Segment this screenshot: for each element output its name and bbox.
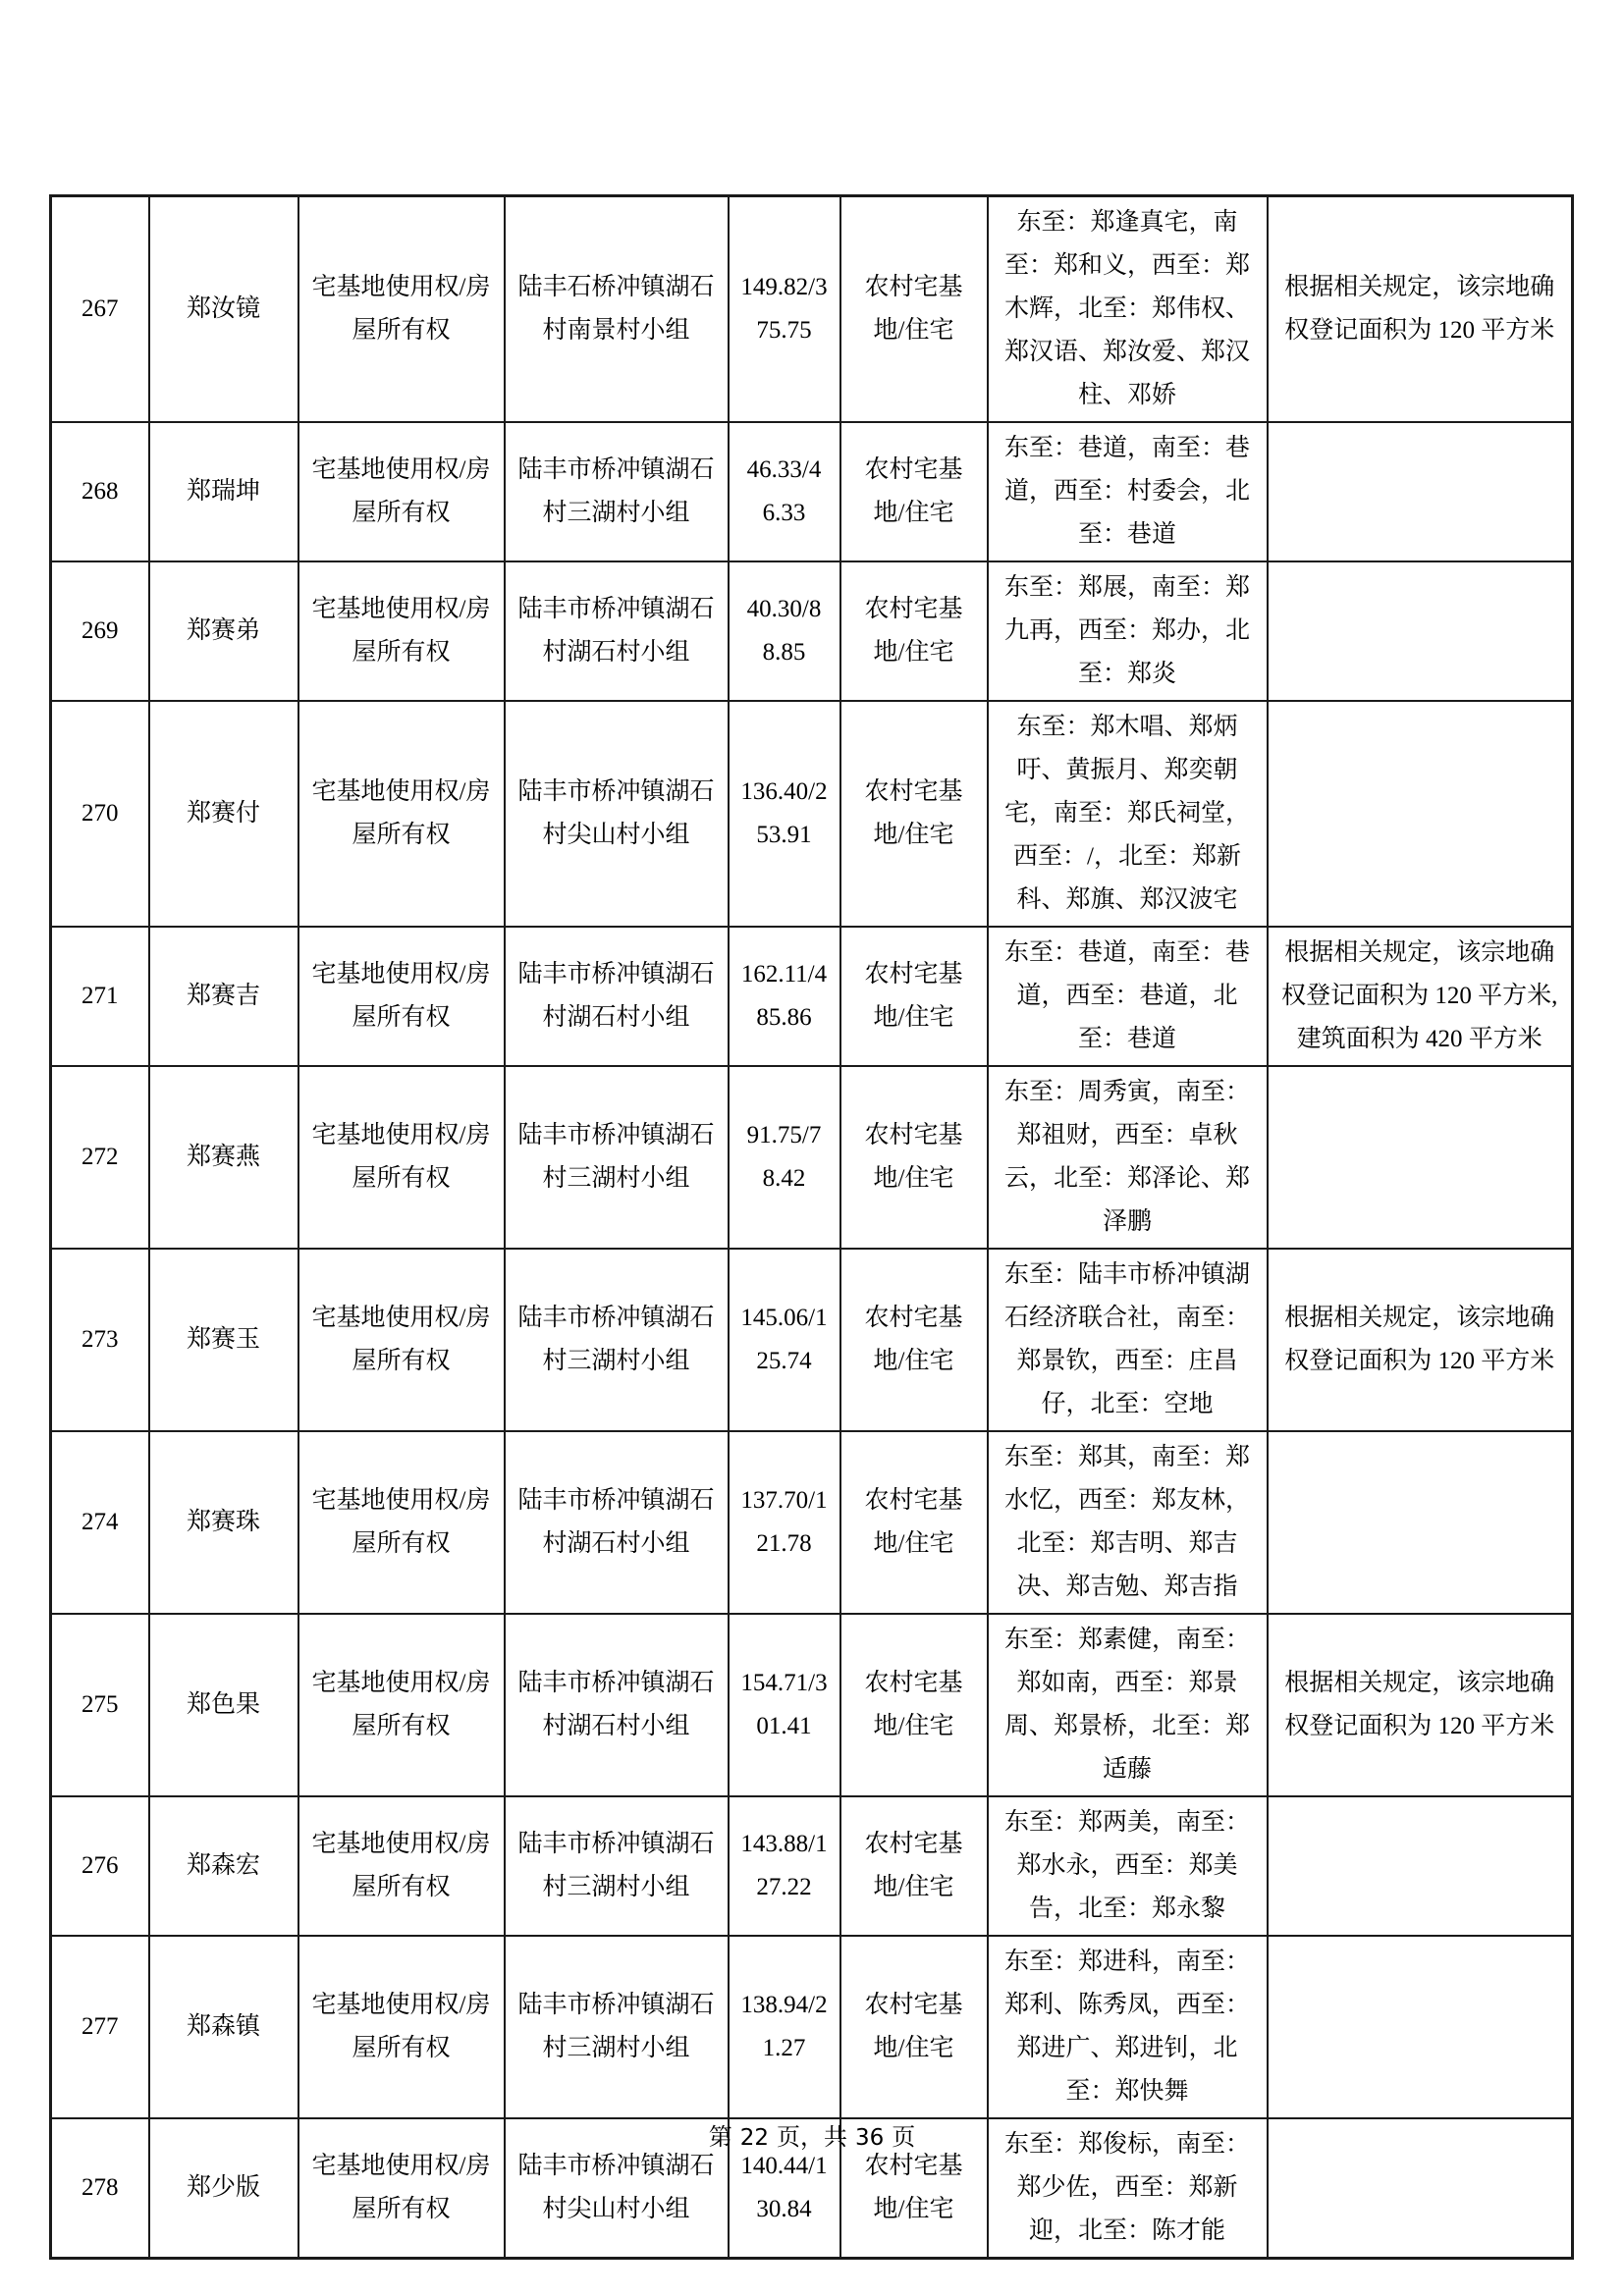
table-row: [51, 422, 1573, 561]
record-index-cell: 269: [51, 561, 149, 701]
boundaries-cell: 东至：郑木唱、郑炳吁、黄振月、郑奕朝宅，南至：郑氏祠堂，西至：/，北至：郑新科、郑旗、郑汉波宅: [988, 701, 1268, 927]
right-type-cell: 宅基地使用权/房屋所有权: [298, 196, 505, 423]
boundaries-cell: 东至：陆丰市桥冲镇湖石经济联合社，南至：郑景钦，西至：庄昌仔，北至：空地: [988, 1249, 1268, 1431]
land-use-cell: 农村宅基地/住宅: [840, 1796, 988, 1936]
note-cell: 根据相关规定，该宗地确权登记面积为 120 平方米,建筑面积为 420 平方米: [1268, 927, 1573, 1066]
land-use-cell: 农村宅基地/住宅: [840, 1614, 988, 1796]
location-cell: 陆丰市桥冲镇湖石村三湖村小组: [505, 422, 729, 561]
area-cell: 140.44/130.84: [729, 2118, 840, 2259]
note-cell: [1268, 701, 1573, 927]
page-indicator-mid: 页，共: [777, 2125, 847, 2151]
land-use-cell: 农村宅基地/住宅: [840, 701, 988, 927]
owner-name-cell: 郑森镇: [149, 1936, 298, 2118]
table-row: [51, 561, 1573, 701]
boundaries-cell: 东至：郑俊标，南至：郑少佐，西至：郑新迎，北至：陈才能: [988, 2118, 1268, 2259]
note-cell: [1268, 422, 1573, 561]
location-cell: 陆丰市桥冲镇湖石村尖山村小组: [505, 2118, 729, 2259]
area-cell: 137.70/121.78: [729, 1431, 840, 1614]
boundaries-cell: 东至：周秀寅，南至：郑祖财，西至：卓秋云，北至：郑泽论、郑泽鹏: [988, 1066, 1268, 1249]
right-type-cell: 宅基地使用权/房屋所有权: [298, 927, 505, 1066]
right-type-cell: 宅基地使用权/房屋所有权: [298, 1614, 505, 1796]
land-use-cell: 农村宅基地/住宅: [840, 2118, 988, 2259]
records-table-body: [51, 196, 1573, 2259]
record-index-cell: 271: [51, 927, 149, 1066]
owner-name-cell: 郑森宏: [149, 1796, 298, 1936]
right-type-cell: 宅基地使用权/房屋所有权: [298, 2118, 505, 2259]
owner-name-cell: 郑赛玉: [149, 1249, 298, 1431]
land-use-cell: 农村宅基地/住宅: [840, 1936, 988, 2118]
area-cell: 46.33/46.33: [729, 422, 840, 561]
land-use-cell: 农村宅基地/住宅: [840, 196, 988, 423]
note-cell: [1268, 1431, 1573, 1614]
right-type-cell: 宅基地使用权/房屋所有权: [298, 1066, 505, 1249]
page-indicator: [0, 2120, 1624, 2156]
location-cell: 陆丰市桥冲镇湖石村湖石村小组: [505, 927, 729, 1066]
table-row: [51, 1249, 1573, 1431]
owner-name-cell: 郑赛珠: [149, 1431, 298, 1614]
right-type-cell: 宅基地使用权/房屋所有权: [298, 422, 505, 561]
area-cell: 138.94/21.27: [729, 1936, 840, 2118]
right-type-cell: 宅基地使用权/房屋所有权: [298, 1936, 505, 2118]
location-cell: 陆丰市桥冲镇湖石村三湖村小组: [505, 1066, 729, 1249]
record-index-cell: 278: [51, 2118, 149, 2259]
owner-name-cell: 郑汝镜: [149, 196, 298, 423]
boundaries-cell: 东至：郑逢真宅，南至：郑和义，西至：郑木辉，北至：郑伟权、郑汉语、郑汝爱、郑汉柱、邓娇: [988, 196, 1268, 423]
record-index-cell: 268: [51, 422, 149, 561]
current-page-number: 22: [739, 2125, 769, 2151]
note-cell: 根据相关规定，该宗地确权登记面积为 120 平方米: [1268, 1249, 1573, 1431]
record-index-cell: 277: [51, 1936, 149, 2118]
right-type-cell: 宅基地使用权/房屋所有权: [298, 1249, 505, 1431]
right-type-cell: 宅基地使用权/房屋所有权: [298, 701, 505, 927]
boundaries-cell: 东至：郑进科，南至：郑利、陈秀凤，西至：郑进广、郑进钊，北至：郑快舞: [988, 1936, 1268, 2118]
record-index-cell: 272: [51, 1066, 149, 1249]
right-type-cell: 宅基地使用权/房屋所有权: [298, 1431, 505, 1614]
owner-name-cell: 郑赛弟: [149, 561, 298, 701]
land-rights-table: [49, 194, 1574, 2260]
total-page-number: 36: [855, 2125, 885, 2151]
record-index-cell: 273: [51, 1249, 149, 1431]
boundaries-cell: 东至：郑其，南至：郑水忆，西至：郑友林，北至：郑吉明、郑吉决、郑吉勉、郑吉指: [988, 1431, 1268, 1614]
land-use-cell: 农村宅基地/住宅: [840, 927, 988, 1066]
boundaries-cell: 东至：巷道，南至：巷道，西至：村委会，北至：巷道: [988, 422, 1268, 561]
area-cell: 136.40/253.91: [729, 701, 840, 927]
record-index-cell: 267: [51, 196, 149, 423]
note-cell: 根据相关规定，该宗地确权登记面积为 120 平方米: [1268, 196, 1573, 423]
table-row: [51, 1614, 1573, 1796]
area-cell: 91.75/78.42: [729, 1066, 840, 1249]
record-index-cell: 276: [51, 1796, 149, 1936]
land-use-cell: 农村宅基地/住宅: [840, 1066, 988, 1249]
table-row: [51, 927, 1573, 1066]
land-use-cell: 农村宅基地/住宅: [840, 1249, 988, 1431]
table-row: [51, 1936, 1573, 2118]
land-use-cell: 农村宅基地/住宅: [840, 422, 988, 561]
table-row: [51, 701, 1573, 927]
area-cell: 149.82/375.75: [729, 196, 840, 423]
record-index-cell: 275: [51, 1614, 149, 1796]
location-cell: 陆丰石桥冲镇湖石村南景村小组: [505, 196, 729, 423]
location-cell: 陆丰市桥冲镇湖石村湖石村小组: [505, 1614, 729, 1796]
note-cell: 根据相关规定，该宗地确权登记面积为 120 平方米: [1268, 1614, 1573, 1796]
land-use-cell: 农村宅基地/住宅: [840, 561, 988, 701]
owner-name-cell: 郑赛付: [149, 701, 298, 927]
area-cell: 154.71/301.41: [729, 1614, 840, 1796]
right-type-cell: 宅基地使用权/房屋所有权: [298, 1796, 505, 1936]
owner-name-cell: 郑瑞坤: [149, 422, 298, 561]
note-cell: [1268, 1066, 1573, 1249]
area-cell: 162.11/485.86: [729, 927, 840, 1066]
right-type-cell: 宅基地使用权/房屋所有权: [298, 561, 505, 701]
owner-name-cell: 郑赛吉: [149, 927, 298, 1066]
location-cell: 陆丰市桥冲镇湖石村湖石村小组: [505, 1431, 729, 1614]
location-cell: 陆丰市桥冲镇湖石村三湖村小组: [505, 1936, 729, 2118]
boundaries-cell: 东至：巷道，南至：巷道，西至：巷道，北至：巷道: [988, 927, 1268, 1066]
land-use-cell: 农村宅基地/住宅: [840, 1431, 988, 1614]
note-cell: [1268, 1796, 1573, 1936]
area-cell: 40.30/88.85: [729, 561, 840, 701]
page-indicator-prefix: 第: [708, 2125, 732, 2151]
owner-name-cell: 郑色果: [149, 1614, 298, 1796]
location-cell: 陆丰市桥冲镇湖石村三湖村小组: [505, 1249, 729, 1431]
owner-name-cell: 郑少版: [149, 2118, 298, 2259]
page-indicator-suffix: 页: [892, 2125, 916, 2151]
owner-name-cell: 郑赛燕: [149, 1066, 298, 1249]
note-cell: [1268, 1936, 1573, 2118]
area-cell: 143.88/127.22: [729, 1796, 840, 1936]
location-cell: 陆丰市桥冲镇湖石村湖石村小组: [505, 561, 729, 701]
table-row: [51, 1431, 1573, 1614]
boundaries-cell: 东至：郑两美，南至：郑水永，西至：郑美告，北至：郑永黎: [988, 1796, 1268, 1936]
table-row: [51, 1796, 1573, 1936]
table-row: [51, 1066, 1573, 1249]
boundaries-cell: 东至：郑素健，南至：郑如南，西至：郑景周、郑景桥，北至：郑适藤: [988, 1614, 1268, 1796]
area-cell: 145.06/125.74: [729, 1249, 840, 1431]
record-index-cell: 274: [51, 1431, 149, 1614]
location-cell: 陆丰市桥冲镇湖石村三湖村小组: [505, 1796, 729, 1936]
note-cell: [1268, 561, 1573, 701]
table-row: [51, 196, 1573, 423]
location-cell: 陆丰市桥冲镇湖石村尖山村小组: [505, 701, 729, 927]
record-index-cell: 270: [51, 701, 149, 927]
boundaries-cell: 东至：郑展，南至：郑九再，西至：郑办，北至：郑炎: [988, 561, 1268, 701]
